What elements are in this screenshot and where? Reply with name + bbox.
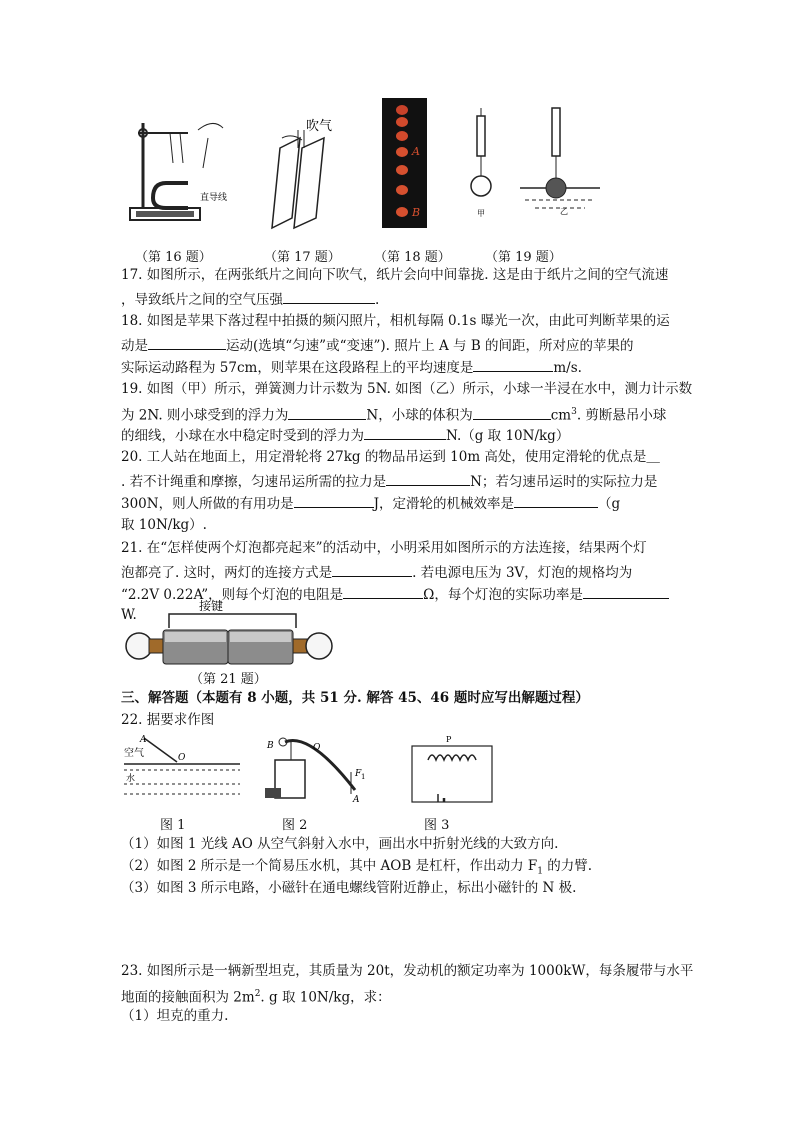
- q20-text-e: （g: [598, 496, 621, 512]
- caption-fig16: （第 16 题）: [135, 250, 212, 265]
- fig22-2-label-a: A: [353, 795, 360, 805]
- q19-text-a: 为 2N. 则小球受到的浮力为: [121, 407, 289, 424]
- q22-item1: （1）如图 1 光线 AO 从空气斜射入水中，画出水中折射光线的大致方向.: [121, 836, 559, 852]
- caption-fig17: （第 17 题）: [264, 250, 341, 265]
- q23-text-a: 地面的接触面积为 2m: [121, 989, 255, 1006]
- figure-16-stand-magnet: [128, 108, 248, 228]
- fig22-1-label-water: 水: [126, 774, 136, 784]
- q23-item1: （1）坦克的重力.: [121, 1008, 229, 1024]
- q23-line1: 23. 如图所示是一辆新型坦克，其质量为 20t，发动机的额定功率为 1000kW，每条履带与水平: [121, 963, 694, 979]
- q21-line1: 21. 在“怎样使两个灯泡都亮起来”的活动中，小明采用如图所示的方法连接，结果两个灯: [121, 540, 647, 556]
- q19-text-f: N.（g 取 10N/kg）: [446, 428, 570, 444]
- q18-line2: [121, 336, 634, 354]
- figure-17-paper-sheets: [262, 118, 342, 238]
- q20-line2: [121, 472, 657, 490]
- fig22-2-label-f-sub: 1: [361, 773, 366, 781]
- q18-answer-blank-1[interactable]: [148, 336, 226, 350]
- q21-answer-blank-3[interactable]: [583, 585, 669, 599]
- figure-22-3-solenoid: [398, 732, 508, 807]
- q18-text-c: 实际运动路程为 57cm，则苹果在这段路程上的平均速度是: [121, 360, 474, 376]
- fig22-2-label-b: B: [267, 741, 274, 751]
- caption-fig19: （第 19 题）: [485, 250, 562, 265]
- q21-answer-blank-2[interactable]: [343, 585, 423, 599]
- q17-text-b: .: [375, 292, 380, 308]
- q22-item2-text-b: 的力臂.: [542, 858, 593, 874]
- fig21-label: 接键: [199, 599, 224, 613]
- q20-answer-blank-3[interactable]: [514, 494, 598, 508]
- fig17-label: 吹气: [306, 119, 333, 134]
- q20-answer-blank-1[interactable]: [386, 472, 470, 486]
- q21-answer-blank-1[interactable]: [332, 563, 412, 577]
- q18-text-b: 运动(选填“匀速”或“变速”). 照片上 A 与 B 的间距，所对应的苹果的: [226, 338, 634, 354]
- fig22-2-label-o: O: [313, 743, 321, 753]
- q20-line3: [121, 494, 620, 512]
- figure-18-apples: [382, 98, 427, 228]
- q17-line2: [121, 290, 379, 308]
- q20-text-c: 300N，则人所做的有用功是: [121, 496, 294, 512]
- q22-item2-sub: 1: [537, 866, 543, 877]
- fig16-label: 直导线: [200, 193, 228, 203]
- q19-line3: [121, 426, 569, 444]
- q18-line3: [121, 358, 582, 376]
- fig22-2-label-f: F: [355, 769, 362, 779]
- q21-line4: W.: [121, 607, 137, 623]
- q19-text-c: cm: [550, 407, 572, 424]
- figure-22-1-refraction: [122, 732, 242, 802]
- caption-fig22-2: 图 2: [282, 818, 308, 833]
- q17-line1: 17. 如图所示，在两张纸片之间向下吹气，纸片会向中间靠拢. 这是由于纸片之间的空气流速: [121, 267, 669, 283]
- q17-text-a: ，导致纸片之间的空气压强: [121, 292, 283, 308]
- q18-text-a: 动是: [121, 338, 148, 354]
- q19-line2: [121, 404, 666, 424]
- q18-line1: 18. 如图是苹果下落过程中拍摄的频闪照片，相机每隔 0.1s 曝光一次，由此可判断苹果的运: [121, 313, 670, 329]
- q23-sup: 2: [254, 989, 261, 999]
- q23-line2: [121, 986, 391, 1006]
- q19-sup: 3: [571, 407, 577, 417]
- q19-answer-blank-3[interactable]: [364, 426, 446, 440]
- figure-22-2-pump-lever: [255, 732, 375, 807]
- q22-item2: [121, 858, 592, 880]
- q20-line4: 取 10N/kg）.: [121, 517, 207, 533]
- caption-fig22-3: 图 3: [424, 818, 450, 833]
- q21-text-d: Ω，每个灯泡的实际功率是: [423, 587, 583, 603]
- fig22-1-label-a: A: [140, 735, 147, 745]
- q19-text-d: . 剪断悬吊小球: [576, 407, 667, 424]
- fig18-label-b: B: [412, 206, 421, 219]
- figure-19-spring-scales: [465, 108, 605, 233]
- q20-text-a: . 若不计绳重和摩擦，匀速吊运所需的拉力是: [121, 474, 387, 490]
- fig19-label-jia: 甲: [477, 209, 485, 218]
- q19-text-e: 的细线，小球在水中稳定时受到的浮力为: [121, 428, 364, 444]
- q19-line1: 19. 如图（甲）所示，弹簧测力计示数为 5N. 如图（乙）所示，小球一半浸在水中，测力计示数: [121, 381, 693, 397]
- q19-text-b: N，小球的体积为: [366, 407, 473, 424]
- q19-answer-blank-2[interactable]: [473, 406, 551, 420]
- q22-item3: （3）如图 3 所示电路，小磁针在通电螺线管附近静止，标出小磁针的 N 极.: [121, 880, 577, 896]
- q23-text-b: . g 取 10N/kg，求：: [260, 989, 391, 1006]
- q20-text-b: N；若匀速吊运时的实际拉力是: [470, 474, 658, 490]
- q21-text-b: . 若电源电压为 3V，灯泡的规格均为: [412, 565, 633, 581]
- caption-fig18: （第 18 题）: [374, 250, 451, 265]
- q21-text-c: “2.2V 0.22A”，则每个灯泡的电阻是: [121, 587, 344, 603]
- q20-line1: 20. 工人站在地面上，用定滑轮将 27kg 的物品吊运到 10m 高处，使用定滑轮的优点是＿: [121, 449, 660, 465]
- fig19-label-yi: 乙: [560, 207, 568, 216]
- fig22-1-label-o: O: [178, 753, 186, 763]
- figure-21-bulbs-batteries: [121, 598, 341, 668]
- q21-text-a: 泡都亮了. 这时，两灯的连接方式是: [121, 565, 333, 581]
- caption-fig22-1: 图 1: [160, 818, 186, 833]
- q19-answer-blank-1[interactable]: [288, 406, 366, 420]
- q20-text-d: J，定滑轮的机械效率是: [373, 496, 515, 512]
- q22-item2-text-a: （2）如图 2 所示是一个简易压水机，其中 AOB 是杠杆，作出动力 F: [121, 858, 538, 874]
- caption-fig21: （第 21 题）: [190, 672, 267, 687]
- q17-answer-blank[interactable]: [283, 290, 375, 304]
- q18-text-d: m/s.: [553, 360, 582, 376]
- fig22-3-label-p: P: [446, 735, 452, 744]
- q21-line2: [121, 563, 632, 581]
- fig18-label-a: A: [412, 145, 420, 158]
- q18-answer-blank-2[interactable]: [473, 358, 553, 372]
- fig22-1-label-air: 空气: [124, 748, 144, 759]
- section3-title: 三、解答题（本题有 8 小题，共 51 分. 解答 45、46 题时应写出解题过程）: [121, 690, 589, 706]
- q22-title: 22. 据要求作图: [121, 712, 215, 728]
- q20-answer-blank-2[interactable]: [294, 494, 374, 508]
